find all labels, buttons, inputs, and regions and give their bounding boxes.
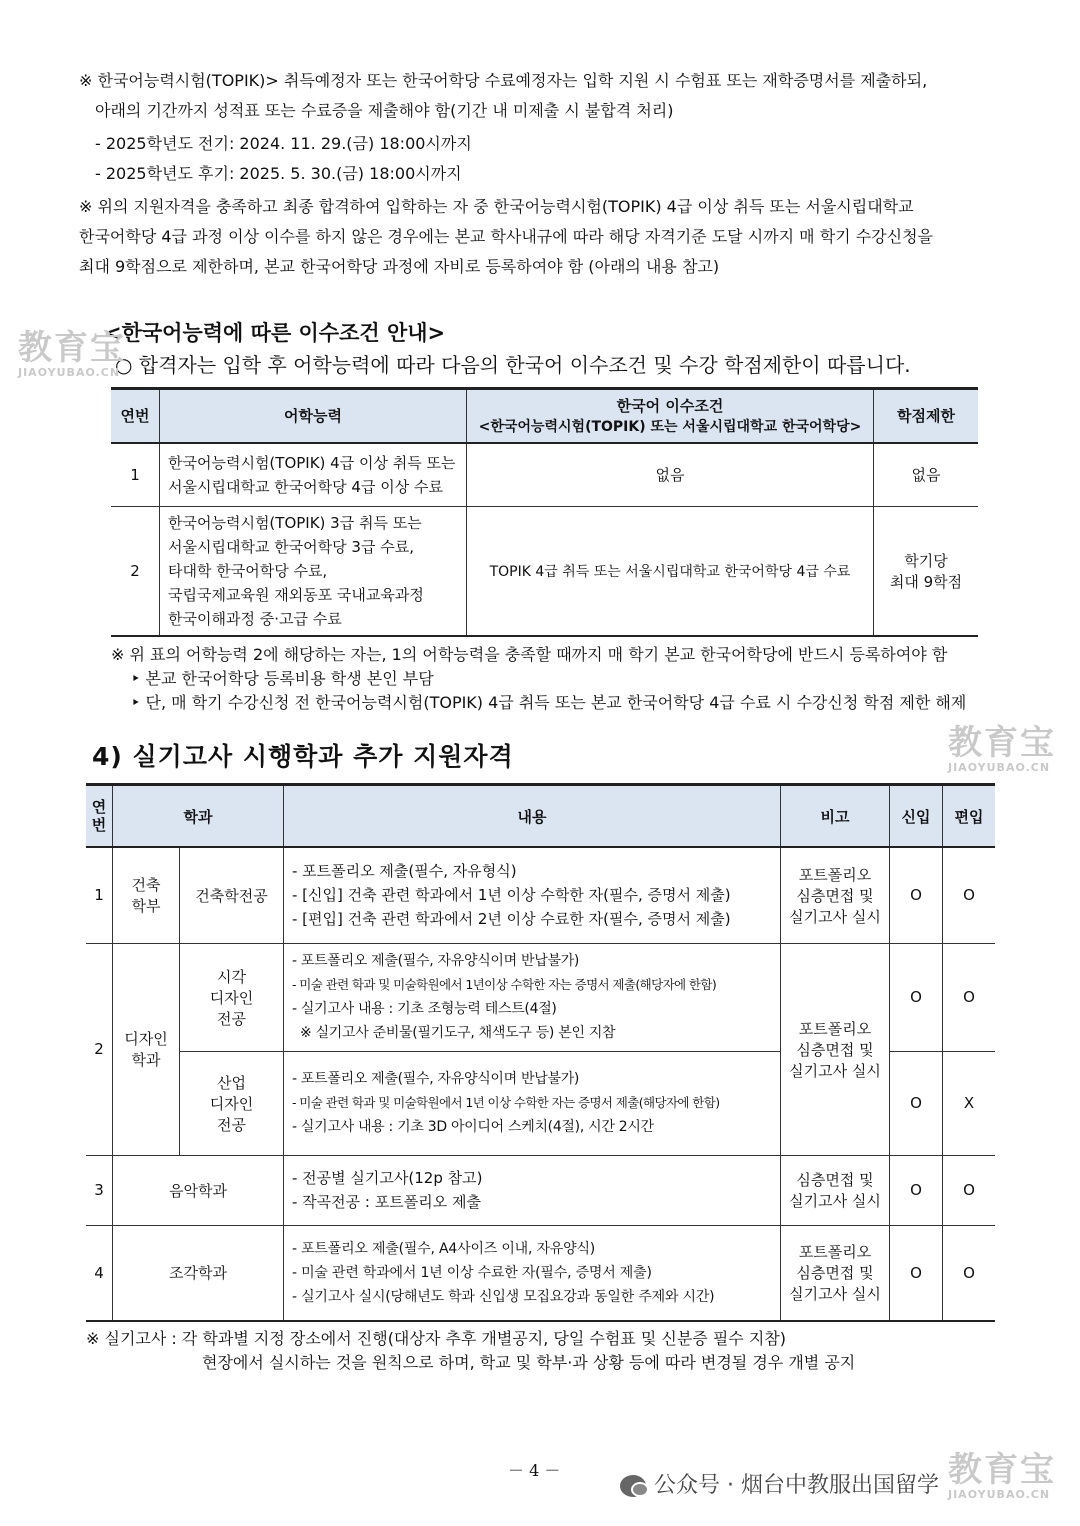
row-remark: 포트폴리오 심층면접 및 실기고사 실시	[781, 847, 890, 943]
table-header-row	[111, 389, 978, 443]
row-transfer: O	[943, 1225, 996, 1321]
row-major-visual: 시각 디자인 전공	[180, 943, 284, 1051]
row-freshman: O	[890, 1051, 943, 1155]
section-title-korean-guide: <한국어능력에 따른 이수조건 안내>	[104, 321, 446, 345]
row-limit: 없음	[874, 443, 979, 507]
table-header-row	[86, 785, 995, 848]
guide-note: ※ 위 표의 어학능력 2에 해당하는 자는, 1의 어학능력을 충족할 때까지 매 학기 본교 한국어학당에 반드시 등록하여야 함	[111, 645, 948, 664]
row-group: 건축 학부	[113, 847, 180, 943]
row-remark: 포트폴리오 심층면접 및 실기고사 실시	[781, 943, 890, 1155]
header-freshman: 신입	[890, 785, 943, 848]
watermark-logo: 教育宝 JIAOYUBAO.CN	[948, 1450, 1056, 1501]
row-condition: 없음	[467, 443, 874, 507]
row-major: 건축학전공	[180, 847, 284, 943]
exam-note-2: 현장에서 실시하는 것을 원칙으로 하며, 학교 및 학부·과 상황 등에 따라 변경될 경우 개별 공지	[202, 1353, 856, 1372]
row-no: 1	[111, 443, 160, 507]
row-remark: 포트폴리오 심층면접 및 실기고사 실시	[781, 1225, 890, 1321]
header-no: 연 번	[86, 785, 113, 848]
practical-exam-table	[86, 783, 995, 1322]
page-number: － 4 －	[508, 1461, 561, 1480]
deadline-spring: - 2025학년도 전기: 2024. 11. 29.(금) 18:00시까지	[95, 134, 472, 153]
row-transfer: O	[943, 1155, 996, 1225]
watermark-logo: 教育宝 JIAOYUBAO.CN	[18, 328, 126, 379]
header-dept: 학과	[113, 785, 284, 848]
row-condition: TOPIK 4급 취득 또는 서울시립대학교 한국어학당 4급 수료	[467, 507, 874, 637]
korean-requirement-table	[111, 387, 978, 637]
row-transfer: O	[943, 847, 996, 943]
row-freshman: O	[890, 1155, 943, 1225]
note-credit-limit-1: ※ 위의 지원자격을 충족하고 최종 합격하여 입학하는 자 중 한국어능력시험(TOPIK) 4급 이상 취득 또는 서울시립대학교	[79, 197, 914, 216]
row-freshman: O	[890, 943, 943, 1051]
guide-note-fee: ‣ 본교 한국어학당 등록비용 학생 본인 부담	[131, 669, 434, 688]
row-no: 2	[111, 507, 160, 637]
header-no: 연번	[111, 389, 160, 443]
row-freshman: O	[890, 1225, 943, 1321]
section-intro: ○ 합격자는 입학 후 어학능력에 따라 다음의 한국어 이수조건 및 수강 학점제한이 따릅니다.	[115, 353, 911, 377]
row-dept: 조각학과	[113, 1225, 284, 1321]
row-no: 3	[86, 1155, 113, 1225]
table-row	[111, 507, 978, 637]
row-content: - 포트폴리오 제출(필수, 자유형식) - [신입] 건축 관련 학과에서 1년 이상 수학한 자(필수, 증명서 제출) - [편입] 건축 관련 학과에서 2년 이상 수료한 자(필수, 증명서 제출)	[284, 847, 781, 943]
table-row	[86, 847, 995, 943]
wechat-icon	[620, 1475, 646, 1497]
row-ability: 한국어능력시험(TOPIK) 4급 이상 취득 또는 서울시립대학교 한국어학당 4급 이상 수료	[160, 443, 467, 507]
row-limit: 학기당 최대 9학점	[874, 507, 979, 637]
header-transfer: 편입	[943, 785, 996, 848]
row-transfer: X	[943, 1051, 996, 1155]
header-content: 내용	[284, 785, 781, 848]
row-remark: 심층면접 및 실기고사 실시	[781, 1155, 890, 1225]
row-no: 1	[86, 847, 113, 943]
note-submission-deadline: 아래의 기간까지 성적표 또는 수료증을 제출해야 함(기간 내 미제출 시 불합격 처리)	[95, 101, 674, 120]
row-content: - 포트폴리오 제출(필수, A4사이즈 이내, 자유양식) - 미술 관련 학과에서 1년 이상 수료한 자(필수, 증명서 제출) - 실기고사 실시(당해년도 학과 신입생 모집요강과 동일한 주제와 시간)	[284, 1225, 781, 1321]
deadline-fall: - 2025학년도 후기: 2025. 5. 30.(금) 18:00시까지	[95, 164, 462, 183]
note-topik-submission: ※ 한국어능력시험(TOPIK)> 취득예정자 또는 한국어학당 수료예정자는 입학 지원 시 수험표 또는 재학증명서를 제출하되,	[79, 71, 928, 90]
note-credit-limit-3: 최대 9학점으로 제한하며, 본교 한국어학당 과정에 자비로 등록하여야 함 (아래의 내용 참고)	[79, 257, 720, 276]
row-transfer: O	[943, 943, 996, 1051]
table-row	[86, 943, 995, 1051]
row-no: 2	[86, 943, 113, 1155]
table-row	[86, 1225, 995, 1321]
watermark-logo: 教育宝 JIAOYUBAO.CN	[948, 723, 1056, 774]
row-content: - 포트폴리오 제출(필수, 자유양식이며 반납불가) - 미술 관련 학과 및 미술학원에서 1년이상 수학한 자는 증명서 제출(해당자에 한함) - 실기고사 내용 : 기초 조형능력 테스트(4절) ※ 실기고사 준비물(필기도구, 채색도구 등) 본인 지참	[284, 943, 781, 1051]
row-ability: 한국어능력시험(TOPIK) 3급 취득 또는 서울시립대학교 한국어학당 3급 수료, 타대학 한국어학당 수료, 국립국제교육원 재외동포 국내교육과정 한국이해과정 중·고급 수료	[160, 507, 467, 637]
row-content: - 포트폴리오 제출(필수, 자유양식이며 반납불가) - 미술 관련 학과 및 미술학원에서 1년 이상 수학한 자는 증명서 제출(해당자에 한함) - 실기고사 내용 : 기초 3D 아이디어 스케치(4절), 시간 2시간	[284, 1051, 781, 1155]
table-row	[86, 1155, 995, 1225]
row-group: 디자인 학과	[113, 943, 180, 1155]
table-row	[111, 443, 978, 507]
row-content: - 전공별 실기고사(12p 참고) - 작곡전공 : 포트폴리오 제출	[284, 1155, 781, 1225]
header-remark: 비고	[781, 785, 890, 848]
note-credit-limit-2: 한국어학당 4급 과정 이상 이수를 하지 않은 경우에는 본교 학사내규에 따라 해당 자격기준 도달 시까지 매 학기 수강신청을	[79, 227, 933, 246]
row-freshman: O	[890, 847, 943, 943]
row-no: 4	[86, 1225, 113, 1321]
header-condition: 한국어 이수조건 <한국어능력시험(TOPIK) 또는 서울시립대학교 한국어학당>	[467, 389, 874, 443]
footer-account: 公众号 · 烟台中教服出国留学	[620, 1468, 939, 1499]
section-4-title: 4) 실기고사 시행학과 추가 지원자격	[92, 742, 514, 771]
row-major-industrial: 산업 디자인 전공	[180, 1051, 284, 1155]
row-dept: 음악학과	[113, 1155, 284, 1225]
header-limit: 학점제한	[874, 389, 979, 443]
guide-note-release: ‣ 단, 매 학기 수강신청 전 한국어능력시험(TOPIK) 4급 취득 또는 본교 한국어학당 4급 수료 시 수강신청 학점 제한 해제	[131, 693, 967, 712]
exam-note: ※ 실기고사 : 각 학과별 지정 장소에서 진행(대상자 추후 개별공지, 당일 수험표 및 신분증 필수 지참)	[86, 1329, 786, 1348]
header-ability: 어학능력	[160, 389, 467, 443]
